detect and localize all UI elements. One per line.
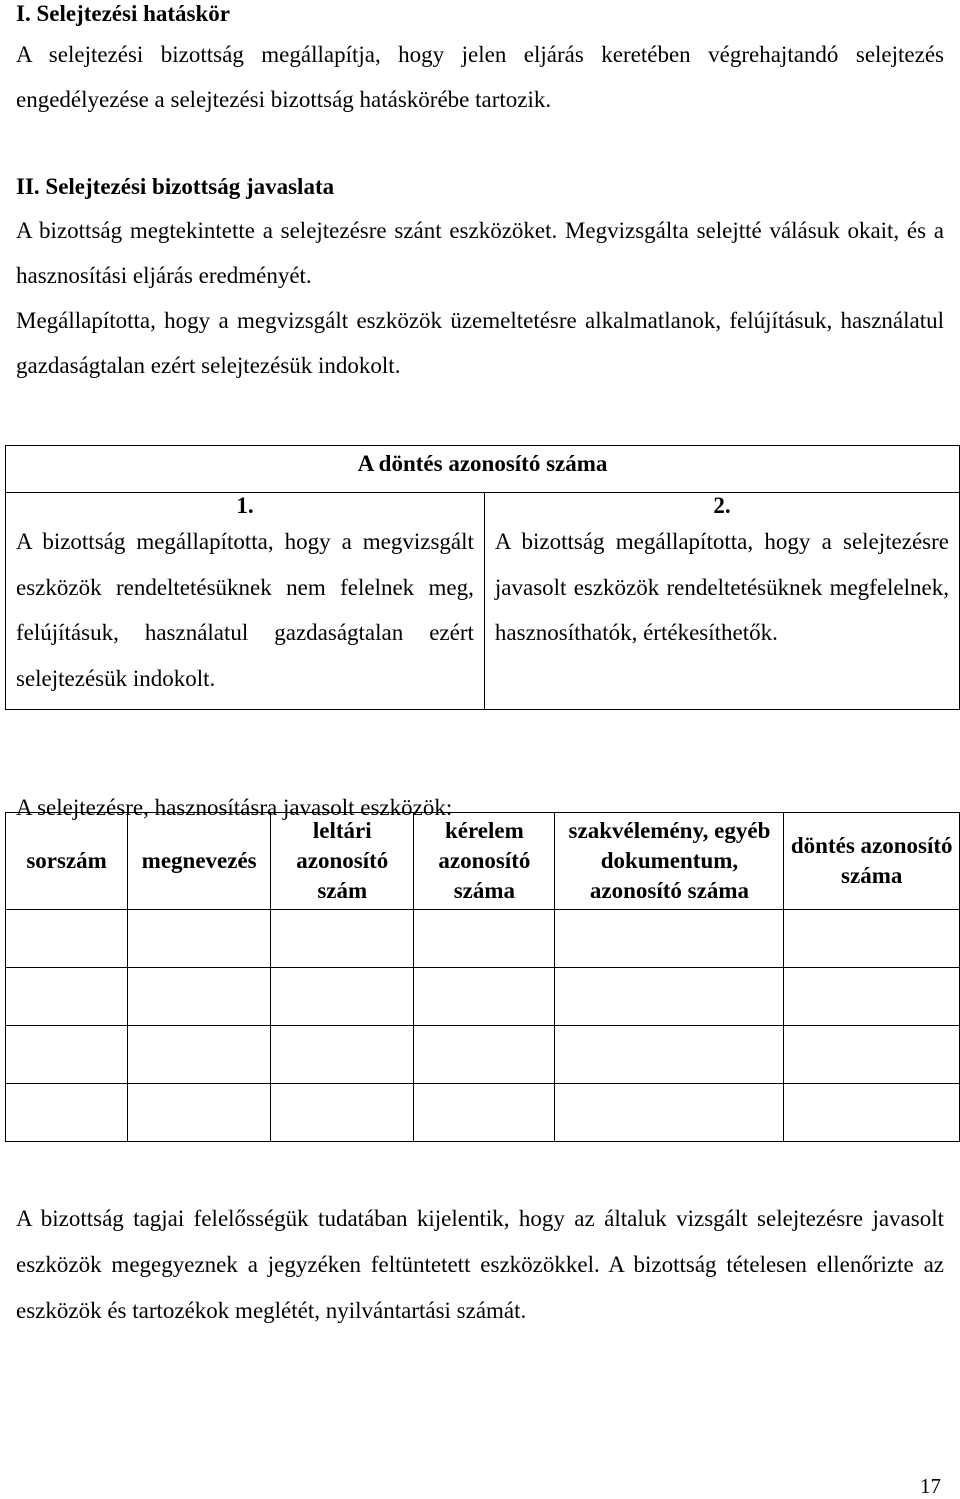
section-1-title: I. Selejtezési hatáskör [16, 1, 230, 26]
table-cell[interactable] [784, 1026, 960, 1084]
table-cell[interactable] [555, 968, 784, 1026]
table-cell[interactable] [128, 910, 271, 968]
page-number: 17 [920, 1474, 941, 1498]
table-cell[interactable] [784, 910, 960, 968]
column-header-szakvelemeny: szakvélemény, egyéb dokumentum, azonosító száma [555, 813, 784, 910]
table-cell[interactable] [6, 1026, 128, 1084]
column-header-leltari-azonosito: leltári azonosító szám [271, 813, 414, 910]
table-cell[interactable] [555, 1084, 784, 1142]
decision-option-number: 2. [484, 493, 959, 520]
table-cell[interactable] [128, 1026, 271, 1084]
table-cell[interactable] [414, 1026, 555, 1084]
decision-table [5, 445, 960, 710]
table-cell[interactable] [271, 968, 414, 1026]
table-cell[interactable] [414, 968, 555, 1026]
closing-statement: A bizottság tagjai felelősségük tudatában kijelentik, hogy az általuk vizsgált selejtezésre javasolt eszközök megegyeznek a jegyzéken feltüntetett eszközökkel. A bizottság tételesen ellenőrizte az eszközök és tartozékok meglétét, nyilvántartási számát. [16, 1206, 944, 1323]
section-1-body: A selejtezési bizottság megállapítja, hogy jelen eljárás keretében végrehajtandó selejtezés engedélyezése a selejtezési bizottság hatáskörébe tartozik. [16, 42, 944, 112]
assets-table-header-row [6, 813, 960, 910]
decision-table-title: A döntés azonosító száma [6, 446, 960, 493]
table-cell[interactable] [6, 1084, 128, 1142]
decision-option-number: 1. [6, 493, 485, 520]
table-row [6, 910, 960, 968]
assets-list-caption: A selejtezésre, hasznosításra javasolt eszközök: [16, 795, 453, 820]
table-cell[interactable] [414, 1084, 555, 1142]
section-2-body: A bizottság megtekintette a selejtezésre szánt eszközöket. Megvizsgálta selejtté válásuk okait, és a hasznosítási eljárás eredményét. [16, 218, 944, 288]
section-2-body-2: Megállapította, hogy a megvizsgált eszközök üzemeltetésre alkalmatlanok, felújításuk, használatul gazdaságtalan ezért selejtezésük indokolt. [16, 308, 944, 378]
table-row [6, 968, 960, 1026]
table-cell[interactable] [128, 1084, 271, 1142]
assets-table [5, 812, 960, 1142]
table-cell[interactable] [784, 968, 960, 1026]
table-cell[interactable] [555, 910, 784, 968]
table-cell[interactable] [271, 1084, 414, 1142]
decision-option-text: A bizottság megállapította, hogy a megvizsgált eszközök rendeltetésüknek nem felelnek meg, felújításuk, használatul gazdaságtalan ezért selejtezésük indokolt. [6, 519, 485, 710]
column-header-megnevezes: megnevezés [128, 813, 271, 910]
column-header-sorszam: sorszám [6, 813, 128, 910]
table-row [6, 1026, 960, 1084]
table-cell[interactable] [414, 910, 555, 968]
table-cell[interactable] [6, 968, 128, 1026]
decision-option-text: A bizottság megállapította, hogy a selejtezésre javasolt eszközök rendeltetésüknek megfelelnek, hasznosíthatók, értékesíthetők. [484, 519, 959, 710]
table-cell[interactable] [128, 968, 271, 1026]
table-cell[interactable] [555, 1026, 784, 1084]
table-row [6, 1084, 960, 1142]
table-cell[interactable] [6, 910, 128, 968]
table-cell[interactable] [784, 1084, 960, 1142]
column-header-kerelem-azonosito: kérelem azonosító száma [414, 813, 555, 910]
table-cell[interactable] [271, 1026, 414, 1084]
column-header-dontes-azonosito: döntés azonosító száma [784, 813, 960, 910]
section-2-title: II. Selejtezési bizottság javaslata [16, 174, 335, 199]
table-cell[interactable] [271, 910, 414, 968]
